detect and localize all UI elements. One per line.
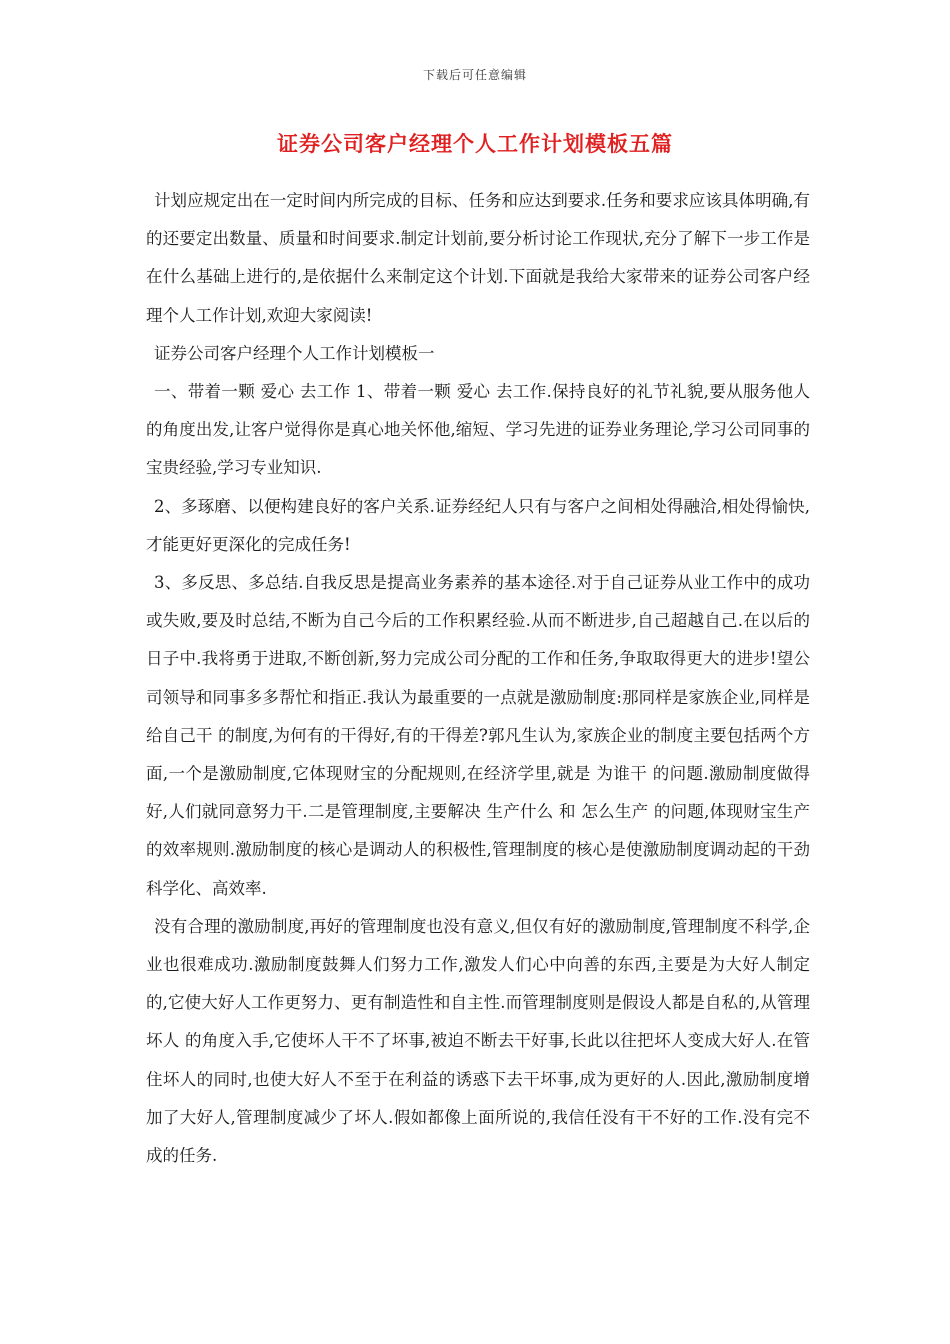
page-header-note: 下载后可任意编辑: [422, 68, 527, 82]
body-paragraph: 2、多琢磨、以便构建良好的客户关系.证券经纪人只有与客户之间相处得融洽,相处得愉快,才能更好更深化的完成任务!: [146, 496, 810, 554]
document-title: 证券公司客户经理个人工作计划模板五篇: [277, 131, 673, 156]
document-body: [146, 182, 810, 1175]
section-heading: 证券公司客户经理个人工作计划模板一: [154, 343, 435, 363]
intro-paragraph: 计划应规定出在一定时间内所完成的目标、任务和应达到要求.任务和要求应该具体明确,有的还要定出数量、质量和时间要求.制定计划前,要分析讨论工作现状,充分了解下一步工作是在什么基础上进行的,是依据什么来制定这个计划.下面就是我给大家带来的证券公司客户经理个人工作计划,欢迎大家阅读!: [146, 191, 810, 325]
body-paragraph: 没有合理的激励制度,再好的管理制度也没有意义,但仅有好的激励制度,管理制度不科学,企业也很难成功.激励制度鼓舞人们努力工作,激发人们心中向善的东西,主要是为大好人制定的,它使大好人工作更努力、更有制造性和自主性.而管理制度则是假设人都是自私的,从管理 坏人 的角度入手,它使坏人干不了坏事,被迫不断去干好事,长此以往把坏人变成大好人.在管住坏人的同时,也使大好人不至于在利益的诱惑下去干坏事,成为更好的人.因此,激励制度增加了大好人,管理制度减少了坏人.假如都像上面所说的,我信任没有干不好的工作.没有完不成的任务.: [146, 916, 810, 1166]
body-paragraph: 一、带着一颗 爱心 去工作 1、带着一颗 爱心 去工作.保持良好的礼节礼貌,要从服务他人的角度出发,让客户觉得你是真心地关怀他,缩短、学习先进的证券业务理论,学习公司同事的宝贵经验,学习专业知识.: [146, 382, 810, 478]
body-paragraph: 3、多反思、多总结.自我反思是提高业务素养的基本途径.对于自己证券从业工作中的成功或失败,要及时总结,不断为自己今后的工作积累经验.从而不断进步,自己超越自己.在以后的日子中.我将勇于进取,不断创新,努力完成公司分配的工作和任务,争取取得更大的进步!望公司领导和同事多多帮忙和指正.我认为最重要的一点就是激励制度:那同样是家族企业,同样是 给自己干 的制度,为何有的干得好,有的干得差?郭凡生认为,家族企业的制度主要包括两个方面,一个是激励制度,它体现财宝的分配规则,在经济学里,就是 为谁干 的问题.激励制度做得好,人们就同意努力干.二是管理制度,主要解决 生产什么 和 怎么生产 的问题,体现财宝生产的效率规则.激励制度的核心是调动人的积极性,管理制度的核心是使激励制度调动起的干劲科学化、高效率.: [146, 573, 810, 898]
